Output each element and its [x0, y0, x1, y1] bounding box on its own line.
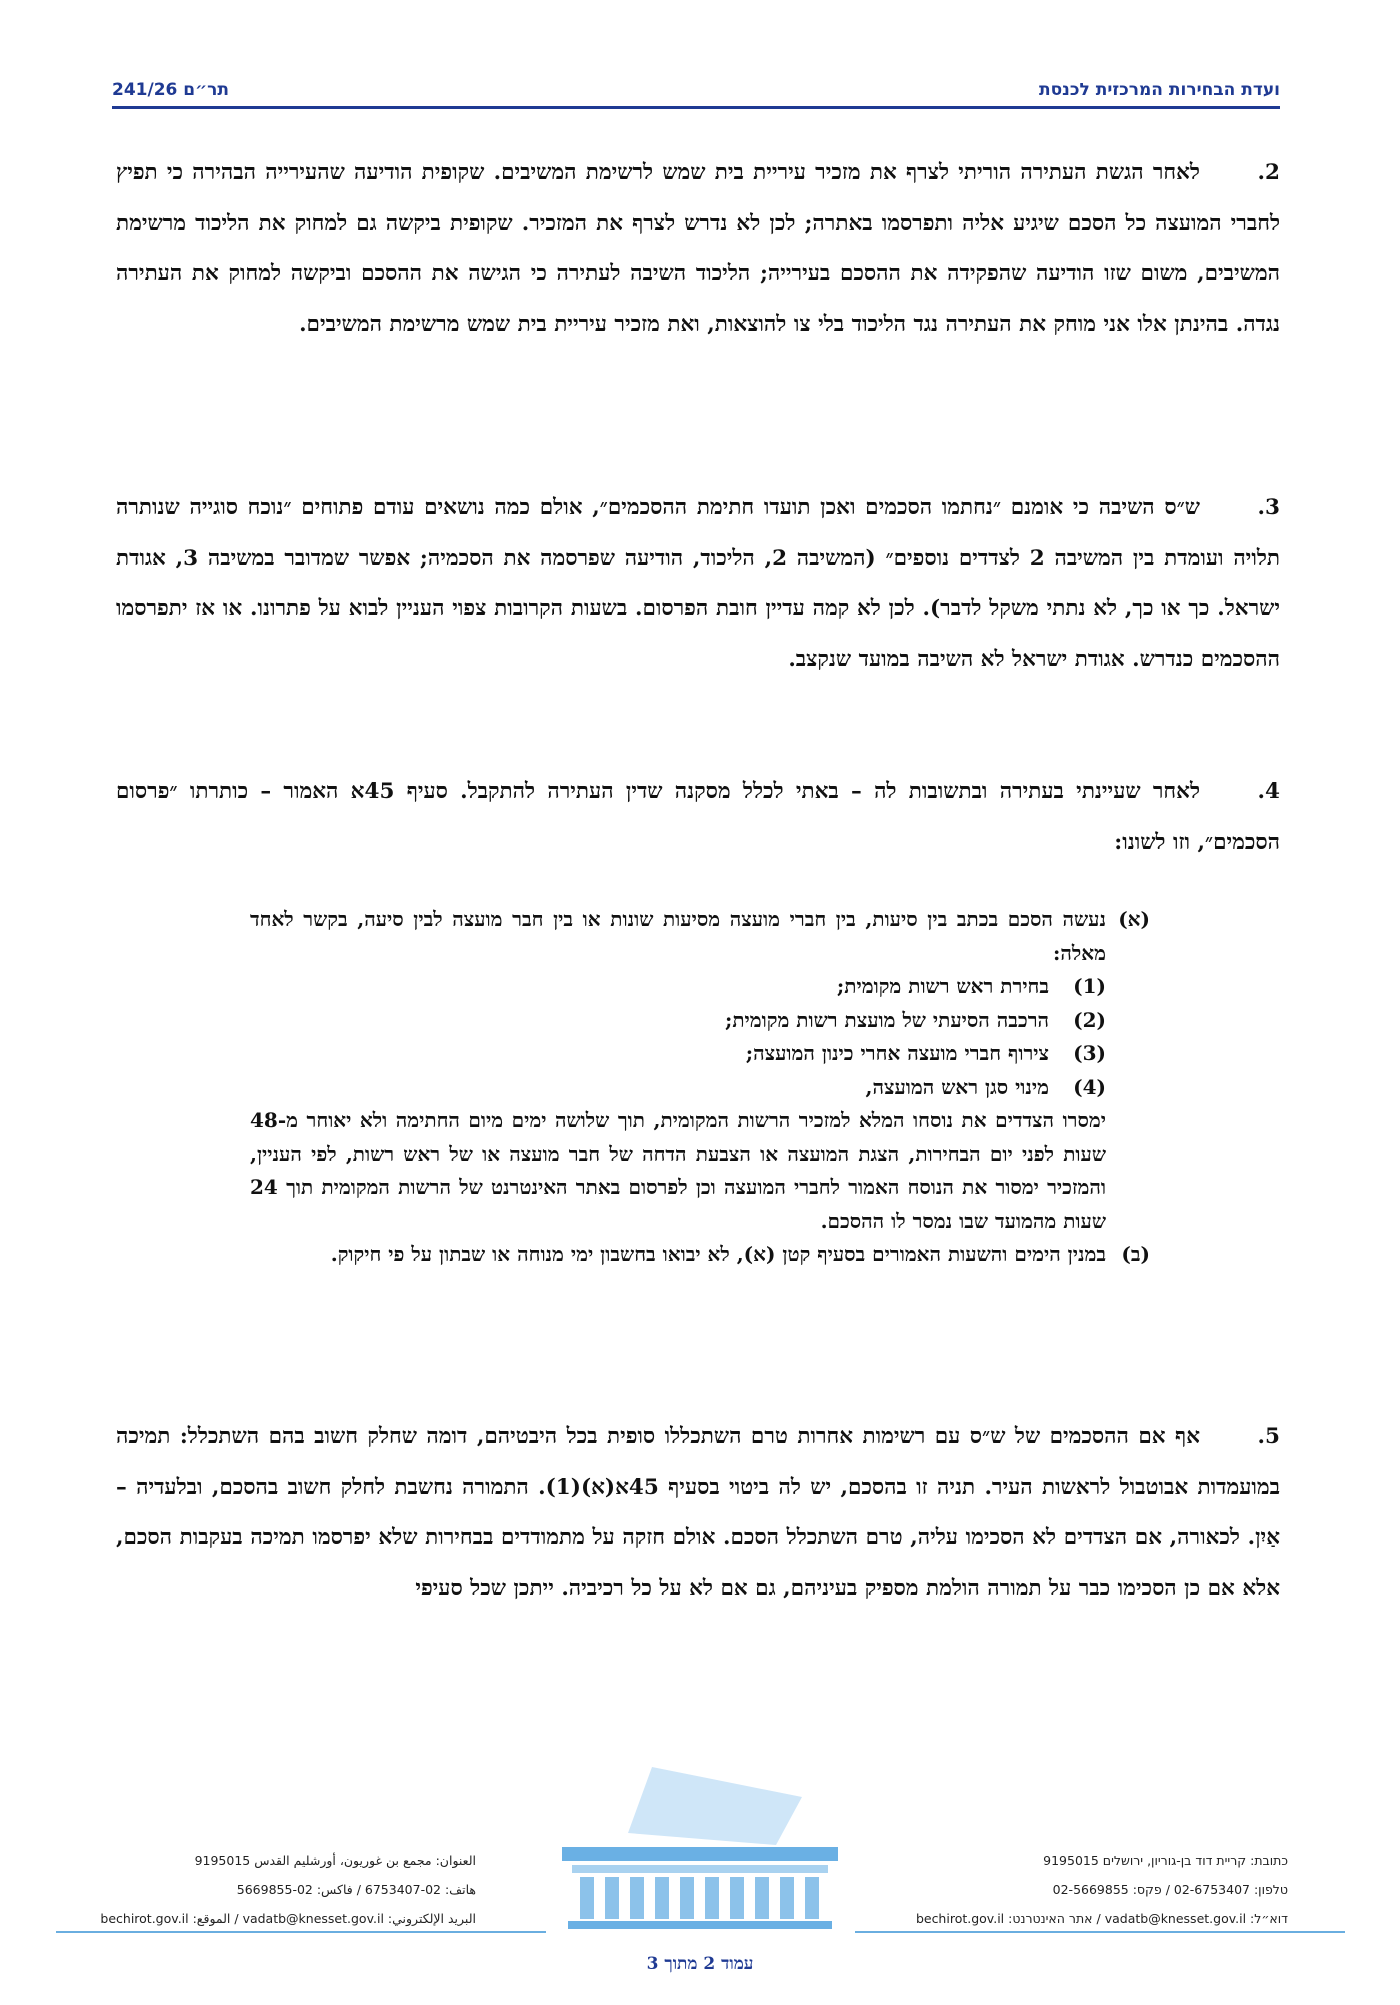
footer-contact-hebrew: כתובת: קריית דוד בן-גוריון, ירושלים 9195015 טלפון: 02-6753407 / פקס: 02-5669855 דוא״ל: vadatb@knesset.gov.il / אתר האינטרנט: bechirot.gov.il — [915, 1853, 1288, 1926]
footer-contact-arabic: العنوان: مجمع بن غوريون، أورشليم القدس 9195015 هاتف: 02-6753407 / فاكس: 02-5669855 البريد الإلكتروني: vadatb@knesset.gov.il / الموقع: bechirot.gov.il — [100, 1853, 476, 1926]
page-number: עמוד 2 מתוך 3 — [646, 1954, 754, 1974]
paragraph-text: לאחר שעיינתי בעתירה ובתשובות לה – באתי לכלל מסקנה שדין העתירה להתקבל. סעיף 45א האמור – כותרתו ״פרסום הסכמים״, וזו לשונו: — [116, 779, 1280, 855]
header-rule — [112, 106, 1280, 109]
statute-quote — [250, 903, 1150, 1272]
ballot-paper-icon — [628, 1767, 802, 1845]
paragraph-text: לאחר הגשת העתירה הוריתי לצרף את מזכיר עיריית בית שמש לרשימת המשיבים. שקופית הודיעה שהעירייה הבהירה כי תפיץ לחברי המועצה כל הסכם שיגיע אליה ותפרסמו באתרה; לכן לא נדרש לצרף את המזכיר. שקופית ביקשה גם למחוק את הליכוד מרשימת המשיבים, משום שזו הודיעה שהפקידה את ההסכם בעירייה; הליכוד השיבה לעתירה כי הגישה את ההסכם וביקשה למחוק את העתירה נגדה. בהינתן אלו אני מוחק את העתירה נגד הליכוד בלי צו להוצאות, ואת מזכיר עיריית בית שמש מרשימת המשיבים. — [116, 160, 1280, 337]
quote-item: (4) מינוי סגן ראש המועצה, — [865, 1074, 1106, 1099]
subsection-label: (ב) — [1121, 1242, 1150, 1266]
quote-item: (1) בחירת ראש רשות מקומית; — [836, 974, 1106, 998]
quote-subsection-b — [250, 1238, 1150, 1272]
footer-rule-left — [56, 1931, 546, 1933]
subsection-label: (א) — [1118, 907, 1150, 931]
subsection-text: במנין הימים והשעות האמורים בסעיף קטן (א), לא יבואו בחשבון ימי מנוחה או שבתון על פי חיקוק. — [330, 1242, 1106, 1266]
header-ref: תר״ם 241/26 — [112, 80, 230, 100]
paragraph-5 — [116, 1412, 1280, 1614]
subsection-continuation: ימסרו הצדדים את נוסחו המלא למזכיר הרשות המקומית, תוך שלושה ימים מיום החתימה ולא יאוחר מ-48 שעות לפני יום הבחירות, הצגת המועצה או הצבעת הדחה של חבר מועצה או של ראש רשות, לפי העניין, והמזכיר ימסור את הנוסח האמור לחברי המועצה וכן לפרסום באתר האינטרנט של הרשות המקומית תוך 24 שעות מהמועד שבו נמסר לו ההסכם. — [250, 1108, 1106, 1233]
paragraph-text: אף אם ההסכמים של ש״ס עם רשימות אחרות טרם השתכללו סופית בכל היבטיהם, דומה שחלק חשוב בהם השתכלל: תמיכה במועמדות אבוטבול לראשות העיר. תניה זו בהסכם, יש לה ביטוי בסעיף 45א(א)(1). התמורה נחשבת לחלק חשוב בהסכם, ובלעדיה – אַיִן. לכאורה, אם הצדדים לא הסכימו עליה, טרם השתכלל הסכם. אולם חזקה על מתמודדים בבחירות שלא יפרסמו תמיכה בעקבות הסכם, אלא אם כן הסכימו כבר על תמורה הולמת מספיק בעיניהם, גם אם לא על כל רכיביה. ייתכן שכל סעיפי — [116, 1424, 1280, 1601]
header-org: ועדת הבחירות המרכזית לכנסת — [1039, 80, 1280, 100]
quote-item: (3) צירוף חברי מועצה אחרי כינון המועצה; — [745, 1041, 1106, 1065]
paragraph-number: 3. — [1257, 495, 1280, 520]
quote-item: (2) הרכבה הסיעתי של מועצת רשות מקומית; — [724, 1007, 1106, 1032]
paragraph-4 — [116, 767, 1280, 868]
paragraph-number: 5. — [1257, 1424, 1280, 1449]
paragraph-text: ש״ס השיבה כי אומנם ״נחתמו הסכמים ואכן תועדו חתימת ההסכמים״, אולם כמה נושאים עודם פתוחים ״נוכח סוגייה שנותרה תלויה ועומדת בין המשיבה 2 לצדדים נוספים״ (המשיבה 2, הליכוד, הודיעה שפרסמה את הסכמיה; אפשר שמדובר במשיבה 3, אגודת ישראל. כך או כך, לא נתתי משקל לדבר). לכן לא קמה עדיין חובת הפרסום. בשעות הקרובות צפוי העניין לבוא על פתרונו. או אז יתפרסמו ההסכמים כנדרש. אגודת ישראל לא השיבה במועד שנקצב. — [116, 495, 1280, 672]
paragraph-2 — [116, 148, 1280, 350]
quote-subsection-a — [250, 903, 1150, 970]
footer-rule-right — [855, 1931, 1345, 1933]
subsection-text: נעשה הסכם בכתב בין סיעות, בין חברי מועצה מסיעות שונות או בין חבר מועצה לבין סיעה, בקשר לאחד מאלה: — [250, 907, 1106, 965]
page-header — [112, 80, 1280, 106]
paragraph-number: 2. — [1257, 160, 1280, 185]
ballot-box-logo — [550, 1755, 850, 1935]
paragraph-3 — [116, 483, 1280, 685]
paragraph-number: 4. — [1257, 779, 1281, 804]
